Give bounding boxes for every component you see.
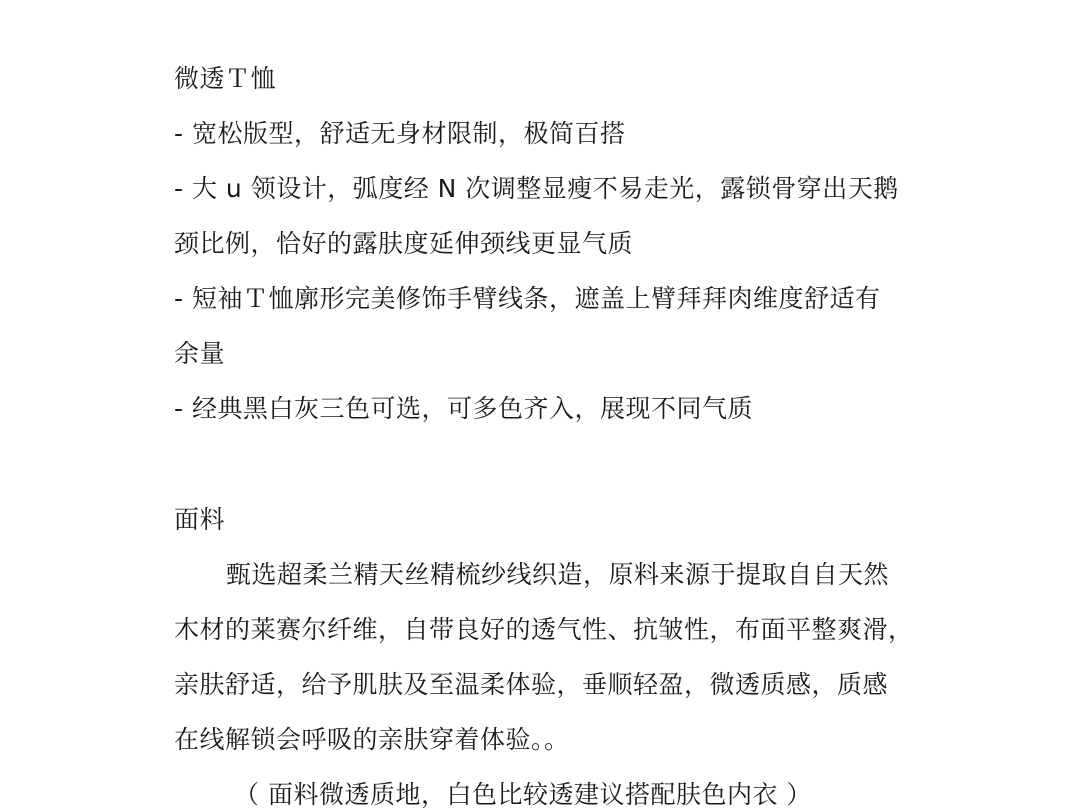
bullet-continuation: 颈比例，恰好的露肤度延伸颈线更显气质 [174,229,634,258]
fabric-note: （ 面料微透质地，白色比较透建议搭配肤色内衣 ） [234,780,812,809]
bullet-line: - 大 u 领设计，弧度经 N 次调整显瘦不易走光，露锁骨穿出天鹅 [174,174,899,203]
paragraph-line: 在线解锁会呼吸的亲肤穿着体验。。 [174,725,570,754]
paragraph-line: 甄选超柔兰精天丝精梳纱线织造，原料来源于提取自自天然 [226,560,890,589]
bullet-line: - 短袖Ｔ恤廓形完美修饰手臂线条，遮盖上臂拜拜肉维度舒适有 [174,284,881,313]
paragraph-line: 木材的莱赛尔纤维，自带良好的透气性、抗皱性，布面平整爽滑， [174,615,914,644]
section-title-tshirt: 微透Ｔ恤 [174,64,277,93]
bullet-continuation: 余量 [174,339,226,368]
bullet-line: - 经典黑白灰三色可选，可多色齐入，展现不同气质 [174,394,753,423]
paragraph-line: 亲肤舒适，给予肌肤及至温柔体验，垂顺轻盈，微透质感，质感 [174,670,889,699]
bullet-line: - 宽松版型，舒适无身材限制，极简百搭 [174,119,626,148]
section-title-fabric: 面料 [174,505,226,534]
